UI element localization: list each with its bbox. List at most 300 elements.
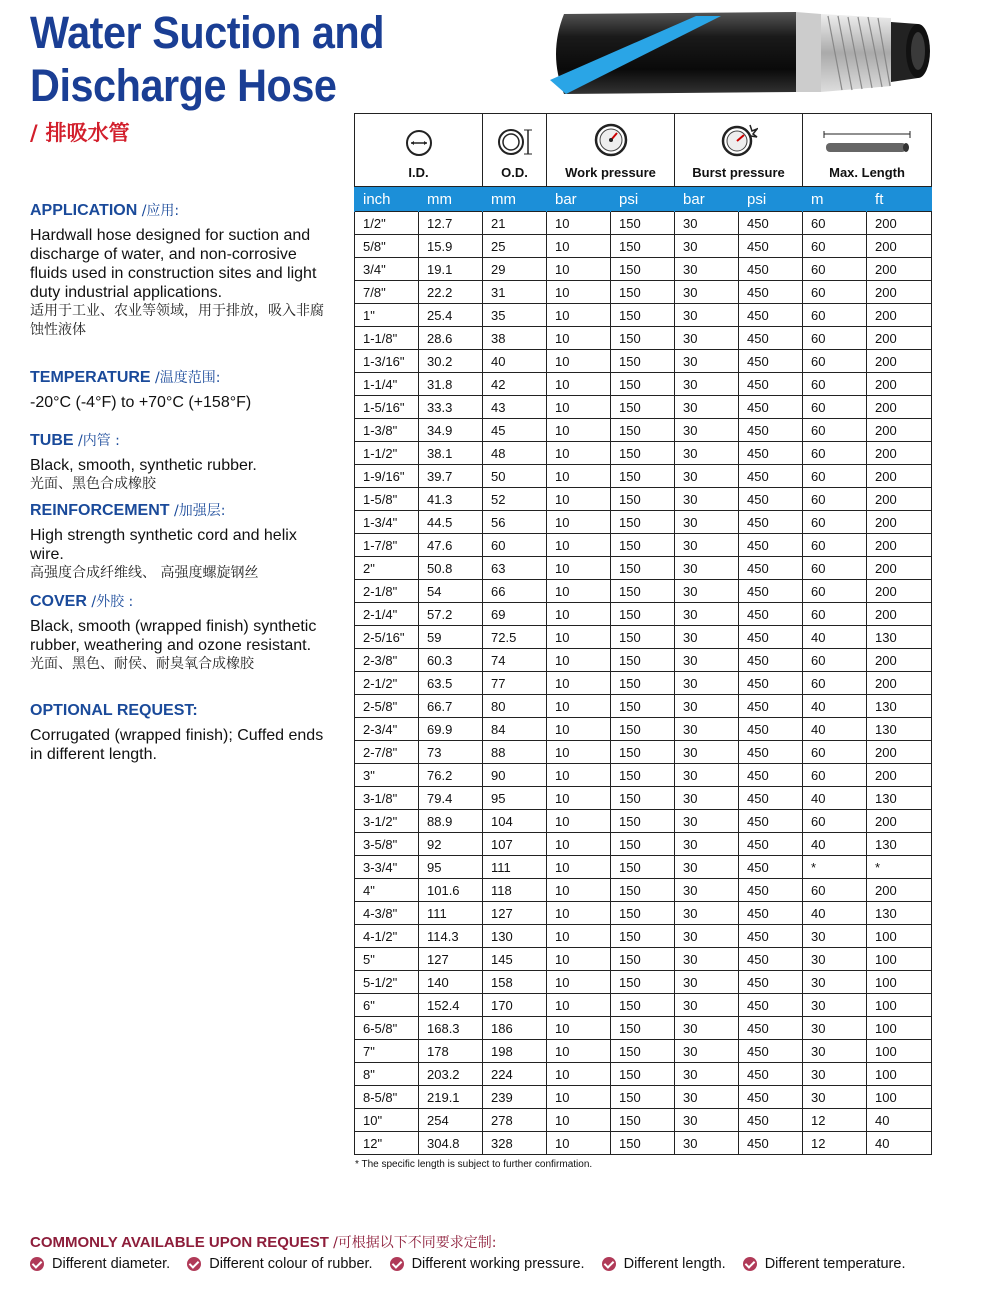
table-row [355, 1086, 932, 1109]
cell-id-mm: 73 [419, 741, 483, 764]
cell-od-mm: 69 [483, 603, 547, 626]
cell-work-bar: 10 [547, 511, 611, 534]
cell-length-m: 60 [803, 764, 867, 787]
cell-work-bar: 10 [547, 718, 611, 741]
cell-work-psi: 150 [611, 557, 675, 580]
cell-burst-psi: 450 [739, 488, 803, 511]
cell-length-m: 12 [803, 1109, 867, 1132]
cell-od-mm: 42 [483, 373, 547, 396]
request-item [30, 1256, 170, 1272]
cell-burst-bar: 30 [675, 396, 739, 419]
cell-length-ft: 200 [867, 580, 932, 603]
cell-id-inch: 1/2" [355, 212, 419, 235]
cell-work-bar: 10 [547, 741, 611, 764]
cell-length-m: 40 [803, 902, 867, 925]
cell-od-mm: 56 [483, 511, 547, 534]
cell-length-m: 30 [803, 1017, 867, 1040]
cell-burst-psi: 450 [739, 1017, 803, 1040]
cell-burst-bar: 30 [675, 879, 739, 902]
request-item-label: Different temperature. [764, 1256, 906, 1272]
cell-burst-bar: 30 [675, 948, 739, 971]
unit-psi: psi [611, 187, 675, 212]
cell-id-inch: 3-5/8" [355, 833, 419, 856]
burst-gauge-icon [720, 123, 758, 157]
page-title [30, 6, 490, 112]
cell-length-ft: 200 [867, 212, 932, 235]
cell-id-mm: 69.9 [419, 718, 483, 741]
cell-id-inch: 3/4" [355, 258, 419, 281]
cell-work-psi: 150 [611, 212, 675, 235]
unit-m: m [803, 187, 867, 212]
table-row [355, 948, 932, 971]
cell-work-bar: 10 [547, 258, 611, 281]
cell-burst-bar: 30 [675, 212, 739, 235]
cell-id-inch: 4" [355, 879, 419, 902]
cell-work-bar: 10 [547, 787, 611, 810]
cell-burst-psi: 450 [739, 649, 803, 672]
cell-length-m: * [803, 856, 867, 879]
cell-burst-bar: 30 [675, 373, 739, 396]
cell-length-ft: 200 [867, 373, 932, 396]
cell-od-mm: 66 [483, 580, 547, 603]
cell-length-ft: 200 [867, 235, 932, 258]
cell-work-psi: 150 [611, 442, 675, 465]
cell-burst-bar: 30 [675, 672, 739, 695]
cell-id-inch: 2-7/8" [355, 741, 419, 764]
cell-od-mm: 35 [483, 304, 547, 327]
request-heading-cn: /可根据以下不同要求定制: [333, 1235, 497, 1251]
check-icon [743, 1257, 757, 1271]
cell-burst-bar: 30 [675, 1109, 739, 1132]
id-header [355, 114, 483, 187]
cell-burst-bar: 30 [675, 281, 739, 304]
cell-burst-psi: 450 [739, 465, 803, 488]
cell-work-bar: 10 [547, 856, 611, 879]
cell-burst-bar: 30 [675, 902, 739, 925]
cell-od-mm: 278 [483, 1109, 547, 1132]
cell-burst-psi: 450 [739, 879, 803, 902]
cell-work-psi: 150 [611, 787, 675, 810]
cover-section [30, 591, 330, 674]
cell-od-mm: 328 [483, 1132, 547, 1155]
table-row [355, 465, 932, 488]
unit-psi: psi [739, 187, 803, 212]
table-row [355, 419, 932, 442]
table-row [355, 281, 932, 304]
cell-id-inch: 4-1/2" [355, 925, 419, 948]
table-row [355, 764, 932, 787]
table-row [355, 1132, 932, 1155]
cell-work-psi: 150 [611, 902, 675, 925]
cell-work-psi: 150 [611, 810, 675, 833]
cell-od-mm: 52 [483, 488, 547, 511]
cell-id-mm: 203.2 [419, 1063, 483, 1086]
cell-burst-bar: 30 [675, 258, 739, 281]
cell-id-mm: 19.1 [419, 258, 483, 281]
cell-burst-bar: 30 [675, 787, 739, 810]
od-header [483, 114, 547, 187]
cell-length-m: 40 [803, 787, 867, 810]
table-row [355, 557, 932, 580]
cover-heading: COVER [30, 593, 87, 610]
cell-id-inch: 2" [355, 557, 419, 580]
cell-burst-psi: 450 [739, 1086, 803, 1109]
cell-length-ft: 200 [867, 534, 932, 557]
request-item [602, 1256, 726, 1272]
cell-length-ft: 100 [867, 948, 932, 971]
cell-od-mm: 60 [483, 534, 547, 557]
burst-pressure-label: Burst pressure [692, 165, 785, 180]
cell-work-bar: 10 [547, 557, 611, 580]
cell-length-m: 60 [803, 304, 867, 327]
cell-work-bar: 10 [547, 304, 611, 327]
cell-burst-bar: 30 [675, 718, 739, 741]
cell-work-psi: 150 [611, 649, 675, 672]
cell-work-psi: 150 [611, 603, 675, 626]
cell-id-inch: 3" [355, 764, 419, 787]
cell-length-m: 30 [803, 971, 867, 994]
cell-work-bar: 10 [547, 1086, 611, 1109]
cell-length-ft: 100 [867, 1063, 932, 1086]
cell-od-mm: 50 [483, 465, 547, 488]
cell-length-ft: 100 [867, 925, 932, 948]
cell-length-ft: 200 [867, 649, 932, 672]
cell-id-mm: 22.2 [419, 281, 483, 304]
cell-length-ft: 200 [867, 810, 932, 833]
subtitle-slash: / [30, 121, 38, 145]
table-row [355, 971, 932, 994]
cell-id-inch: 2-1/2" [355, 672, 419, 695]
cell-id-mm: 41.3 [419, 488, 483, 511]
table-row [355, 649, 932, 672]
cell-burst-psi: 450 [739, 810, 803, 833]
cell-burst-psi: 450 [739, 994, 803, 1017]
cell-id-mm: 111 [419, 902, 483, 925]
cell-burst-bar: 30 [675, 235, 739, 258]
cell-length-ft: 100 [867, 1017, 932, 1040]
cell-length-ft: 200 [867, 327, 932, 350]
table-row [355, 1063, 932, 1086]
cell-id-mm: 12.7 [419, 212, 483, 235]
cell-burst-bar: 30 [675, 304, 739, 327]
table-row [355, 350, 932, 373]
cell-id-mm: 114.3 [419, 925, 483, 948]
cell-burst-psi: 450 [739, 442, 803, 465]
cell-length-m: 60 [803, 419, 867, 442]
cell-work-bar: 10 [547, 327, 611, 350]
cell-length-ft: 200 [867, 281, 932, 304]
cell-work-bar: 10 [547, 672, 611, 695]
cell-burst-psi: 450 [739, 419, 803, 442]
cell-burst-bar: 30 [675, 534, 739, 557]
title-line-1: Water Suction and [30, 7, 385, 58]
cell-id-inch: 2-1/8" [355, 580, 419, 603]
check-icon [390, 1257, 404, 1271]
pressure-gauge-icon [594, 123, 628, 157]
cell-id-inch: 12" [355, 1132, 419, 1155]
cell-burst-psi: 450 [739, 557, 803, 580]
cell-od-mm: 186 [483, 1017, 547, 1040]
table-row [355, 1040, 932, 1063]
cell-work-bar: 10 [547, 994, 611, 1017]
cell-length-m: 30 [803, 1063, 867, 1086]
cell-work-bar: 10 [547, 810, 611, 833]
cell-work-bar: 10 [547, 764, 611, 787]
check-icon [30, 1257, 44, 1271]
cell-id-mm: 33.3 [419, 396, 483, 419]
cell-od-mm: 45 [483, 419, 547, 442]
cell-id-inch: 1-7/8" [355, 534, 419, 557]
cell-burst-psi: 450 [739, 695, 803, 718]
cell-burst-bar: 30 [675, 350, 739, 373]
temperature-section [30, 367, 330, 412]
outer-diameter-icon [496, 127, 534, 157]
cell-length-m: 12 [803, 1132, 867, 1155]
cell-od-mm: 95 [483, 787, 547, 810]
cell-length-m: 60 [803, 534, 867, 557]
cell-id-inch: 5-1/2" [355, 971, 419, 994]
cell-work-bar: 10 [547, 488, 611, 511]
cell-od-mm: 48 [483, 442, 547, 465]
cell-burst-bar: 30 [675, 994, 739, 1017]
cell-od-mm: 80 [483, 695, 547, 718]
cell-length-m: 40 [803, 718, 867, 741]
cell-length-ft: 100 [867, 994, 932, 1017]
cell-id-inch: 5/8" [355, 235, 419, 258]
cell-work-psi: 150 [611, 281, 675, 304]
cell-burst-psi: 450 [739, 856, 803, 879]
cell-id-mm: 38.1 [419, 442, 483, 465]
cell-od-mm: 77 [483, 672, 547, 695]
cell-id-inch: 1-3/16" [355, 350, 419, 373]
cell-burst-psi: 450 [739, 373, 803, 396]
length-icon [822, 131, 912, 157]
request-heading [30, 1232, 497, 1252]
cell-work-psi: 150 [611, 235, 675, 258]
cell-burst-bar: 30 [675, 511, 739, 534]
cell-id-mm: 76.2 [419, 764, 483, 787]
cell-burst-bar: 30 [675, 1040, 739, 1063]
tube-heading: TUBE [30, 432, 74, 449]
request-item-label: Different colour of rubber. [209, 1256, 373, 1272]
request-list [30, 1256, 922, 1272]
cell-length-m: 40 [803, 695, 867, 718]
cell-work-bar: 10 [547, 948, 611, 971]
cell-burst-psi: 450 [739, 1063, 803, 1086]
request-item-label: Different working pressure. [411, 1256, 585, 1272]
cell-length-ft: 200 [867, 603, 932, 626]
cell-burst-bar: 30 [675, 327, 739, 350]
work-pressure-header [547, 114, 675, 187]
table-row [355, 672, 932, 695]
cell-id-mm: 15.9 [419, 235, 483, 258]
cell-id-mm: 54 [419, 580, 483, 603]
cell-length-m: 30 [803, 1040, 867, 1063]
cell-burst-psi: 450 [739, 626, 803, 649]
cell-work-psi: 150 [611, 1063, 675, 1086]
table-row [355, 511, 932, 534]
reinforcement-section [30, 500, 330, 583]
cell-burst-psi: 450 [739, 971, 803, 994]
cell-id-inch: 8" [355, 1063, 419, 1086]
cell-id-inch: 3-1/8" [355, 787, 419, 810]
cell-work-psi: 150 [611, 304, 675, 327]
table-row [355, 810, 932, 833]
cell-id-inch: 6-5/8" [355, 1017, 419, 1040]
cell-length-ft: * [867, 856, 932, 879]
tube-heading-cn: /内管 : [78, 433, 120, 449]
optional-heading: OPTIONAL REQUEST: [30, 702, 198, 719]
cell-id-inch: 4-3/8" [355, 902, 419, 925]
cell-od-mm: 38 [483, 327, 547, 350]
cell-length-ft: 130 [867, 626, 932, 649]
table-row [355, 695, 932, 718]
title-line-2: Discharge Hose [30, 60, 337, 111]
max-length-label: Max. Length [829, 165, 905, 180]
cell-od-mm: 40 [483, 350, 547, 373]
cell-id-mm: 50.8 [419, 557, 483, 580]
cell-id-mm: 31.8 [419, 373, 483, 396]
reinforcement-body: High strength synthetic cord and helix wire. [30, 527, 297, 563]
cell-length-ft: 100 [867, 1040, 932, 1063]
cell-id-inch: 2-5/8" [355, 695, 419, 718]
unit-mm: mm [419, 187, 483, 212]
cell-work-bar: 10 [547, 1109, 611, 1132]
cell-id-inch: 1-1/2" [355, 442, 419, 465]
cell-burst-psi: 450 [739, 1040, 803, 1063]
cell-length-ft: 200 [867, 419, 932, 442]
cell-od-mm: 127 [483, 902, 547, 925]
cell-burst-bar: 30 [675, 557, 739, 580]
cell-work-bar: 10 [547, 879, 611, 902]
table-row [355, 327, 932, 350]
temperature-heading-cn: /温度范围: [155, 370, 221, 386]
cell-length-ft: 40 [867, 1109, 932, 1132]
cell-length-ft: 130 [867, 718, 932, 741]
cell-id-mm: 28.6 [419, 327, 483, 350]
table-row [355, 304, 932, 327]
cell-id-mm: 88.9 [419, 810, 483, 833]
cell-od-mm: 118 [483, 879, 547, 902]
cell-work-bar: 10 [547, 442, 611, 465]
table-row [355, 879, 932, 902]
cell-work-psi: 150 [611, 994, 675, 1017]
cell-od-mm: 72.5 [483, 626, 547, 649]
cell-length-m: 60 [803, 580, 867, 603]
cell-work-psi: 150 [611, 1086, 675, 1109]
cell-id-mm: 127 [419, 948, 483, 971]
reinforcement-heading: REINFORCEMENT [30, 502, 170, 519]
cell-work-bar: 10 [547, 1132, 611, 1155]
cell-od-mm: 74 [483, 649, 547, 672]
burst-pressure-header [675, 114, 803, 187]
cell-length-m: 60 [803, 350, 867, 373]
cell-work-psi: 150 [611, 1109, 675, 1132]
cell-work-bar: 10 [547, 1063, 611, 1086]
request-item [743, 1256, 906, 1272]
cell-burst-psi: 450 [739, 741, 803, 764]
cover-body-cn: 光面、黑色、耐侯、耐臭氧合成橡胶 [30, 656, 254, 672]
cell-length-ft: 200 [867, 879, 932, 902]
cell-work-bar: 10 [547, 695, 611, 718]
table-row [355, 258, 932, 281]
subtitle-cn: 排吸水管 [45, 121, 130, 145]
table-row [355, 925, 932, 948]
cell-work-psi: 150 [611, 511, 675, 534]
cell-work-bar: 10 [547, 1040, 611, 1063]
cell-length-ft: 200 [867, 442, 932, 465]
cell-work-bar: 10 [547, 1017, 611, 1040]
cell-burst-bar: 30 [675, 488, 739, 511]
cell-length-m: 60 [803, 396, 867, 419]
cell-burst-bar: 30 [675, 626, 739, 649]
cell-burst-psi: 450 [739, 212, 803, 235]
request-item-label: Different length. [623, 1256, 726, 1272]
table-row [355, 603, 932, 626]
cell-length-ft: 200 [867, 511, 932, 534]
cell-id-mm: 140 [419, 971, 483, 994]
unit-inch: inch [355, 187, 419, 212]
cell-burst-psi: 450 [739, 327, 803, 350]
table-row [355, 1017, 932, 1040]
cell-length-m: 30 [803, 925, 867, 948]
cell-id-inch: 6" [355, 994, 419, 1017]
cell-length-m: 60 [803, 557, 867, 580]
cell-burst-bar: 30 [675, 810, 739, 833]
cell-od-mm: 84 [483, 718, 547, 741]
cell-work-bar: 10 [547, 603, 611, 626]
unit-mm: mm [483, 187, 547, 212]
tube-section [30, 430, 330, 494]
application-body-cn: 适用于工业、农业等领域，用于排放，吸入非腐蚀性液体 [30, 303, 324, 338]
cell-burst-psi: 450 [739, 580, 803, 603]
cell-burst-bar: 30 [675, 1086, 739, 1109]
table-unit-header [355, 187, 932, 212]
cell-work-psi: 150 [611, 764, 675, 787]
spec-table [354, 113, 931, 1155]
table-row [355, 833, 932, 856]
tube-body: Black, smooth, synthetic rubber. [30, 457, 257, 474]
cell-work-bar: 10 [547, 833, 611, 856]
cell-id-mm: 101.6 [419, 879, 483, 902]
cell-od-mm: 31 [483, 281, 547, 304]
cell-id-mm: 178 [419, 1040, 483, 1063]
cell-work-bar: 10 [547, 396, 611, 419]
cell-work-psi: 150 [611, 856, 675, 879]
table-row [355, 580, 932, 603]
cell-length-m: 60 [803, 465, 867, 488]
od-header-label: O.D. [501, 165, 528, 180]
cell-work-bar: 10 [547, 350, 611, 373]
cell-length-m: 60 [803, 488, 867, 511]
cell-length-ft: 200 [867, 741, 932, 764]
cell-id-inch: 2-3/8" [355, 649, 419, 672]
cell-work-psi: 150 [611, 971, 675, 994]
cell-length-m: 60 [803, 879, 867, 902]
cell-work-bar: 10 [547, 373, 611, 396]
cell-work-psi: 150 [611, 626, 675, 649]
cell-burst-psi: 450 [739, 948, 803, 971]
cell-burst-psi: 450 [739, 833, 803, 856]
cell-work-psi: 150 [611, 672, 675, 695]
cell-work-psi: 150 [611, 373, 675, 396]
cell-length-ft: 200 [867, 672, 932, 695]
cell-od-mm: 111 [483, 856, 547, 879]
cell-length-ft: 40 [867, 1132, 932, 1155]
cell-work-bar: 10 [547, 419, 611, 442]
cell-id-mm: 304.8 [419, 1132, 483, 1155]
cell-id-inch: 1-3/8" [355, 419, 419, 442]
